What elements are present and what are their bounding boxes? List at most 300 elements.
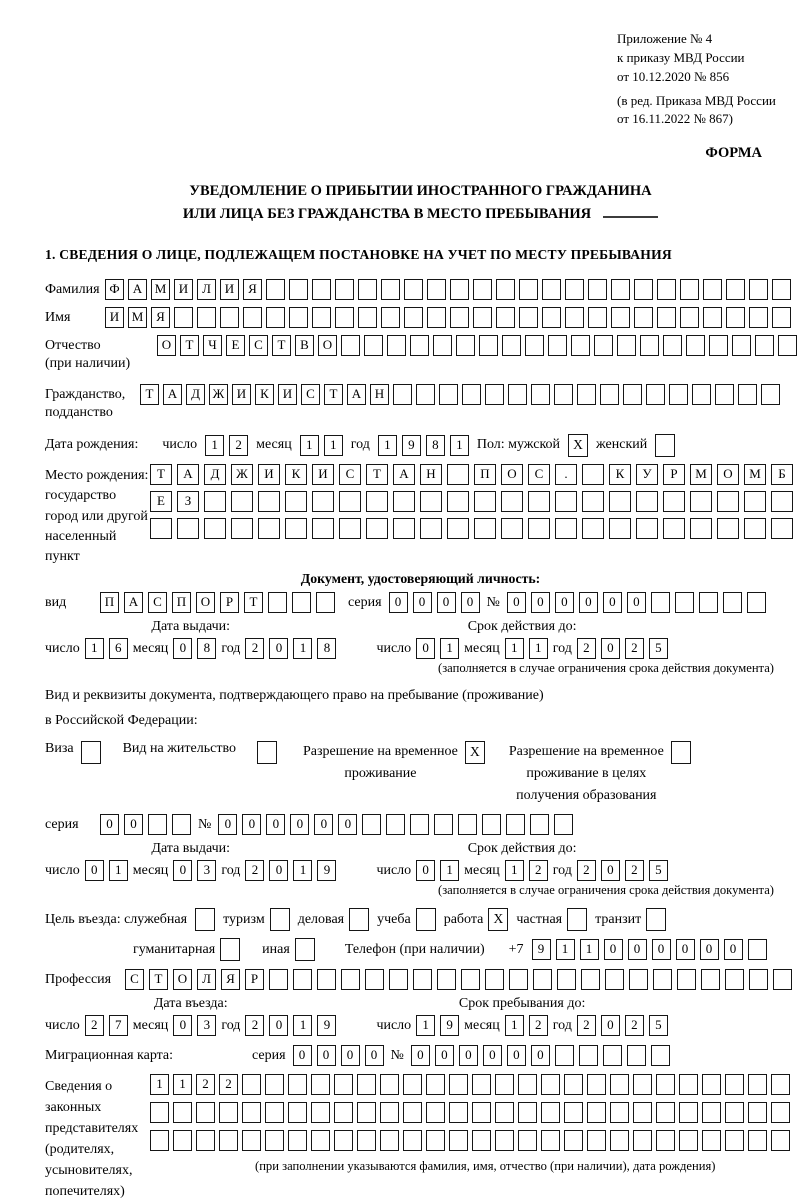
form-cell[interactable] bbox=[738, 384, 757, 405]
form-cell[interactable] bbox=[690, 491, 712, 512]
form-cell[interactable]: 1 bbox=[556, 939, 575, 960]
form-cell[interactable] bbox=[502, 335, 521, 356]
form-cell[interactable] bbox=[450, 279, 469, 300]
form-cell[interactable]: 0 bbox=[603, 592, 622, 613]
form-cell[interactable] bbox=[565, 307, 584, 328]
female-checkbox[interactable] bbox=[655, 434, 675, 457]
form-cell[interactable]: 0 bbox=[365, 1045, 384, 1066]
form-cell[interactable] bbox=[231, 518, 253, 539]
form-cell[interactable] bbox=[582, 518, 604, 539]
form-cell[interactable]: 0 bbox=[459, 1045, 478, 1066]
form-cell[interactable] bbox=[204, 518, 226, 539]
purpose-private-checkbox[interactable] bbox=[567, 908, 587, 931]
form-cell[interactable]: 5 bbox=[649, 638, 668, 659]
form-cell[interactable] bbox=[634, 307, 653, 328]
form-cell[interactable]: 9 bbox=[402, 435, 421, 456]
form-cell[interactable] bbox=[334, 1130, 353, 1151]
form-cell[interactable] bbox=[542, 307, 561, 328]
form-cell[interactable] bbox=[289, 307, 308, 328]
form-cell[interactable] bbox=[587, 1102, 606, 1123]
form-cell[interactable]: 5 bbox=[649, 1015, 668, 1036]
form-cell[interactable] bbox=[285, 491, 307, 512]
form-cell[interactable] bbox=[447, 464, 469, 485]
form-cell[interactable]: 0 bbox=[700, 939, 719, 960]
form-cell[interactable]: А bbox=[177, 464, 199, 485]
form-cell[interactable] bbox=[533, 969, 552, 990]
form-cell[interactable]: Ж bbox=[231, 464, 253, 485]
form-cell[interactable] bbox=[748, 1102, 767, 1123]
form-cell[interactable] bbox=[554, 814, 573, 835]
form-cell[interactable] bbox=[656, 1074, 675, 1095]
form-cell[interactable] bbox=[669, 384, 688, 405]
form-cell[interactable] bbox=[148, 814, 167, 835]
form-cell[interactable] bbox=[709, 335, 728, 356]
form-cell[interactable] bbox=[749, 279, 768, 300]
form-cell[interactable]: И bbox=[174, 279, 193, 300]
form-cell[interactable]: П bbox=[474, 464, 496, 485]
form-cell[interactable] bbox=[747, 592, 766, 613]
form-cell[interactable] bbox=[403, 1102, 422, 1123]
form-cell[interactable]: 0 bbox=[266, 814, 285, 835]
form-cell[interactable] bbox=[640, 335, 659, 356]
form-cell[interactable] bbox=[437, 969, 456, 990]
form-cell[interactable] bbox=[656, 1130, 675, 1151]
form-cell[interactable]: К bbox=[255, 384, 274, 405]
form-cell[interactable] bbox=[702, 1074, 721, 1095]
form-cell[interactable]: 0 bbox=[411, 1045, 430, 1066]
form-cell[interactable]: Б bbox=[771, 464, 793, 485]
form-cell[interactable] bbox=[579, 1045, 598, 1066]
form-cell[interactable]: 2 bbox=[245, 638, 264, 659]
form-cell[interactable]: Д bbox=[204, 464, 226, 485]
form-cell[interactable]: 0 bbox=[413, 592, 432, 613]
form-cell[interactable]: И bbox=[232, 384, 251, 405]
form-cell[interactable]: 0 bbox=[416, 860, 435, 881]
form-cell[interactable] bbox=[623, 384, 642, 405]
form-cell[interactable] bbox=[610, 1102, 629, 1123]
purpose-other-checkbox[interactable] bbox=[295, 938, 315, 961]
form-cell[interactable] bbox=[456, 335, 475, 356]
form-cell[interactable]: 0 bbox=[579, 592, 598, 613]
form-cell[interactable]: А bbox=[347, 384, 366, 405]
form-cell[interactable] bbox=[288, 1102, 307, 1123]
form-cell[interactable]: Е bbox=[226, 335, 245, 356]
form-cell[interactable] bbox=[258, 518, 280, 539]
form-cell[interactable]: Т bbox=[324, 384, 343, 405]
form-cell[interactable]: 1 bbox=[205, 435, 224, 456]
form-cell[interactable]: 1 bbox=[529, 638, 548, 659]
form-cell[interactable]: 2 bbox=[529, 860, 548, 881]
form-cell[interactable] bbox=[531, 384, 550, 405]
form-cell[interactable]: 0 bbox=[604, 939, 623, 960]
form-cell[interactable] bbox=[675, 592, 694, 613]
form-cell[interactable] bbox=[633, 1074, 652, 1095]
form-cell[interactable]: 0 bbox=[601, 638, 620, 659]
form-cell[interactable] bbox=[335, 279, 354, 300]
form-cell[interactable]: Д bbox=[186, 384, 205, 405]
form-cell[interactable] bbox=[646, 384, 665, 405]
form-cell[interactable]: 0 bbox=[317, 1045, 336, 1066]
form-cell[interactable] bbox=[312, 279, 331, 300]
form-cell[interactable]: 2 bbox=[245, 1015, 264, 1036]
form-cell[interactable] bbox=[293, 969, 312, 990]
form-cell[interactable]: 9 bbox=[317, 1015, 336, 1036]
form-cell[interactable] bbox=[518, 1130, 537, 1151]
form-cell[interactable]: 0 bbox=[173, 860, 192, 881]
form-cell[interactable]: 1 bbox=[505, 638, 524, 659]
form-cell[interactable]: 0 bbox=[627, 592, 646, 613]
form-cell[interactable]: 0 bbox=[601, 860, 620, 881]
form-cell[interactable] bbox=[474, 518, 496, 539]
form-cell[interactable] bbox=[617, 335, 636, 356]
form-cell[interactable] bbox=[548, 335, 567, 356]
form-cell[interactable]: О bbox=[501, 464, 523, 485]
form-cell[interactable] bbox=[311, 1102, 330, 1123]
purpose-transit-checkbox[interactable] bbox=[646, 908, 666, 931]
form-cell[interactable]: Р bbox=[220, 592, 239, 613]
form-cell[interactable] bbox=[519, 307, 538, 328]
form-cell[interactable] bbox=[611, 307, 630, 328]
form-cell[interactable]: М bbox=[690, 464, 712, 485]
form-cell[interactable] bbox=[702, 1130, 721, 1151]
form-cell[interactable] bbox=[702, 1102, 721, 1123]
form-cell[interactable]: 0 bbox=[507, 1045, 526, 1066]
form-cell[interactable] bbox=[518, 1074, 537, 1095]
form-cell[interactable] bbox=[219, 1130, 238, 1151]
form-cell[interactable] bbox=[528, 491, 550, 512]
form-cell[interactable] bbox=[472, 1074, 491, 1095]
form-cell[interactable]: С bbox=[301, 384, 320, 405]
form-cell[interactable] bbox=[772, 307, 791, 328]
form-cell[interactable]: 2 bbox=[577, 638, 596, 659]
form-cell[interactable] bbox=[433, 335, 452, 356]
form-cell[interactable] bbox=[629, 969, 648, 990]
form-cell[interactable]: А bbox=[393, 464, 415, 485]
form-cell[interactable] bbox=[663, 335, 682, 356]
form-cell[interactable] bbox=[726, 279, 745, 300]
form-cell[interactable] bbox=[196, 1102, 215, 1123]
form-cell[interactable] bbox=[555, 518, 577, 539]
form-cell[interactable] bbox=[725, 1074, 744, 1095]
form-cell[interactable] bbox=[703, 307, 722, 328]
form-cell[interactable] bbox=[771, 1102, 790, 1123]
form-cell[interactable]: Ч bbox=[203, 335, 222, 356]
form-cell[interactable]: Т bbox=[149, 969, 168, 990]
form-cell[interactable]: 0 bbox=[338, 814, 357, 835]
form-cell[interactable] bbox=[651, 592, 670, 613]
form-cell[interactable]: 7 bbox=[109, 1015, 128, 1036]
form-cell[interactable] bbox=[771, 1130, 790, 1151]
form-cell[interactable] bbox=[366, 518, 388, 539]
form-cell[interactable]: 0 bbox=[173, 1015, 192, 1036]
form-cell[interactable]: 1 bbox=[324, 435, 343, 456]
form-cell[interactable] bbox=[600, 384, 619, 405]
form-cell[interactable]: 2 bbox=[196, 1074, 215, 1095]
form-cell[interactable] bbox=[482, 814, 501, 835]
form-cell[interactable] bbox=[726, 307, 745, 328]
form-cell[interactable]: У bbox=[636, 464, 658, 485]
form-cell[interactable]: А bbox=[128, 279, 147, 300]
form-cell[interactable]: С bbox=[339, 464, 361, 485]
form-cell[interactable] bbox=[474, 491, 496, 512]
form-cell[interactable] bbox=[386, 814, 405, 835]
form-cell[interactable] bbox=[380, 1074, 399, 1095]
form-cell[interactable] bbox=[725, 1102, 744, 1123]
form-cell[interactable]: П bbox=[100, 592, 119, 613]
form-cell[interactable] bbox=[633, 1102, 652, 1123]
form-cell[interactable] bbox=[679, 1130, 698, 1151]
form-cell[interactable] bbox=[410, 814, 429, 835]
form-cell[interactable] bbox=[605, 969, 624, 990]
form-cell[interactable] bbox=[172, 814, 191, 835]
form-cell[interactable] bbox=[312, 491, 334, 512]
form-cell[interactable] bbox=[266, 307, 285, 328]
form-cell[interactable] bbox=[571, 335, 590, 356]
form-cell[interactable] bbox=[479, 335, 498, 356]
form-cell[interactable]: О bbox=[173, 969, 192, 990]
form-cell[interactable]: 0 bbox=[389, 592, 408, 613]
form-cell[interactable]: 0 bbox=[314, 814, 333, 835]
form-cell[interactable] bbox=[387, 335, 406, 356]
form-cell[interactable]: Т bbox=[140, 384, 159, 405]
form-cell[interactable] bbox=[609, 518, 631, 539]
form-cell[interactable]: Т bbox=[272, 335, 291, 356]
form-cell[interactable]: С bbox=[249, 335, 268, 356]
form-cell[interactable] bbox=[725, 969, 744, 990]
form-cell[interactable] bbox=[554, 384, 573, 405]
form-cell[interactable]: 2 bbox=[625, 1015, 644, 1036]
form-cell[interactable] bbox=[449, 1074, 468, 1095]
form-cell[interactable]: 2 bbox=[529, 1015, 548, 1036]
form-cell[interactable] bbox=[413, 969, 432, 990]
form-cell[interactable] bbox=[663, 491, 685, 512]
form-cell[interactable] bbox=[657, 279, 676, 300]
form-cell[interactable] bbox=[690, 518, 712, 539]
form-cell[interactable] bbox=[364, 335, 383, 356]
form-cell[interactable] bbox=[506, 814, 525, 835]
form-cell[interactable] bbox=[717, 518, 739, 539]
form-cell[interactable] bbox=[393, 384, 412, 405]
form-cell[interactable]: 0 bbox=[531, 1045, 550, 1066]
form-cell[interactable]: С bbox=[528, 464, 550, 485]
form-cell[interactable] bbox=[610, 1074, 629, 1095]
form-cell[interactable]: Я bbox=[243, 279, 262, 300]
edu-permit-checkbox[interactable] bbox=[671, 741, 691, 764]
form-cell[interactable]: 1 bbox=[293, 638, 312, 659]
form-cell[interactable] bbox=[196, 1130, 215, 1151]
form-cell[interactable] bbox=[316, 592, 335, 613]
form-cell[interactable]: 0 bbox=[341, 1045, 360, 1066]
form-cell[interactable]: Л bbox=[197, 969, 216, 990]
form-cell[interactable] bbox=[389, 969, 408, 990]
form-cell[interactable] bbox=[420, 518, 442, 539]
form-cell[interactable]: 2 bbox=[219, 1074, 238, 1095]
form-cell[interactable] bbox=[541, 1074, 560, 1095]
form-cell[interactable] bbox=[265, 1102, 284, 1123]
form-cell[interactable]: И bbox=[312, 464, 334, 485]
form-cell[interactable] bbox=[610, 1130, 629, 1151]
form-cell[interactable] bbox=[204, 491, 226, 512]
form-cell[interactable] bbox=[458, 814, 477, 835]
form-cell[interactable]: Ф bbox=[105, 279, 124, 300]
form-cell[interactable] bbox=[587, 1074, 606, 1095]
temp-permit-checkbox[interactable]: X bbox=[465, 741, 485, 764]
form-cell[interactable] bbox=[518, 1102, 537, 1123]
form-cell[interactable] bbox=[461, 969, 480, 990]
form-cell[interactable] bbox=[334, 1074, 353, 1095]
form-cell[interactable] bbox=[265, 1074, 284, 1095]
form-cell[interactable] bbox=[761, 384, 780, 405]
form-cell[interactable] bbox=[393, 491, 415, 512]
form-cell[interactable] bbox=[177, 518, 199, 539]
form-cell[interactable]: 9 bbox=[440, 1015, 459, 1036]
form-cell[interactable] bbox=[564, 1130, 583, 1151]
form-cell[interactable]: Ж bbox=[209, 384, 228, 405]
form-cell[interactable] bbox=[611, 279, 630, 300]
form-cell[interactable]: О bbox=[157, 335, 176, 356]
form-cell[interactable]: А bbox=[163, 384, 182, 405]
form-cell[interactable] bbox=[496, 307, 515, 328]
form-cell[interactable]: 1 bbox=[440, 638, 459, 659]
form-cell[interactable] bbox=[403, 1074, 422, 1095]
form-cell[interactable]: 0 bbox=[293, 1045, 312, 1066]
form-cell[interactable]: 1 bbox=[416, 1015, 435, 1036]
form-cell[interactable] bbox=[242, 1102, 261, 1123]
form-cell[interactable]: 0 bbox=[290, 814, 309, 835]
residence-permit-checkbox[interactable] bbox=[257, 741, 277, 764]
form-cell[interactable] bbox=[362, 814, 381, 835]
form-cell[interactable]: Т bbox=[366, 464, 388, 485]
purpose-work-checkbox[interactable]: X bbox=[488, 908, 508, 931]
form-cell[interactable] bbox=[755, 335, 774, 356]
form-cell[interactable] bbox=[495, 1074, 514, 1095]
form-cell[interactable] bbox=[679, 1074, 698, 1095]
form-cell[interactable]: Т bbox=[244, 592, 263, 613]
form-cell[interactable] bbox=[509, 969, 528, 990]
form-cell[interactable]: 8 bbox=[317, 638, 336, 659]
form-cell[interactable] bbox=[434, 814, 453, 835]
form-cell[interactable]: 0 bbox=[269, 638, 288, 659]
form-cell[interactable] bbox=[528, 518, 550, 539]
form-cell[interactable] bbox=[473, 307, 492, 328]
form-cell[interactable] bbox=[679, 1102, 698, 1123]
form-cell[interactable]: 1 bbox=[450, 435, 469, 456]
form-cell[interactable]: С bbox=[125, 969, 144, 990]
form-cell[interactable] bbox=[404, 279, 423, 300]
purpose-commercial-checkbox[interactable] bbox=[349, 908, 369, 931]
form-cell[interactable] bbox=[634, 279, 653, 300]
form-cell[interactable] bbox=[243, 307, 262, 328]
form-cell[interactable]: 0 bbox=[507, 592, 526, 613]
form-cell[interactable] bbox=[530, 814, 549, 835]
form-cell[interactable]: Р bbox=[663, 464, 685, 485]
form-cell[interactable] bbox=[519, 279, 538, 300]
form-cell[interactable] bbox=[197, 307, 216, 328]
form-cell[interactable] bbox=[748, 939, 767, 960]
form-cell[interactable] bbox=[703, 279, 722, 300]
form-cell[interactable] bbox=[150, 1102, 169, 1123]
form-cell[interactable]: И bbox=[105, 307, 124, 328]
form-cell[interactable] bbox=[393, 518, 415, 539]
form-cell[interactable] bbox=[692, 384, 711, 405]
form-cell[interactable]: Л bbox=[197, 279, 216, 300]
form-cell[interactable] bbox=[732, 335, 751, 356]
form-cell[interactable]: П bbox=[172, 592, 191, 613]
form-cell[interactable]: 0 bbox=[724, 939, 743, 960]
form-cell[interactable] bbox=[416, 384, 435, 405]
form-cell[interactable] bbox=[381, 279, 400, 300]
form-cell[interactable] bbox=[312, 518, 334, 539]
form-cell[interactable] bbox=[636, 491, 658, 512]
form-cell[interactable] bbox=[219, 1102, 238, 1123]
form-cell[interactable] bbox=[541, 1130, 560, 1151]
form-cell[interactable]: 1 bbox=[293, 1015, 312, 1036]
form-cell[interactable]: И bbox=[220, 279, 239, 300]
form-cell[interactable] bbox=[447, 518, 469, 539]
form-cell[interactable]: 0 bbox=[435, 1045, 454, 1066]
form-cell[interactable] bbox=[715, 384, 734, 405]
purpose-business-checkbox[interactable] bbox=[195, 908, 215, 931]
form-cell[interactable]: 1 bbox=[378, 435, 397, 456]
form-cell[interactable]: М bbox=[744, 464, 766, 485]
form-cell[interactable] bbox=[501, 491, 523, 512]
form-cell[interactable]: Т bbox=[150, 464, 172, 485]
form-cell[interactable] bbox=[723, 592, 742, 613]
form-cell[interactable]: 0 bbox=[100, 814, 119, 835]
form-cell[interactable]: 0 bbox=[601, 1015, 620, 1036]
form-cell[interactable] bbox=[581, 969, 600, 990]
form-cell[interactable]: О bbox=[717, 464, 739, 485]
purpose-humanitarian-checkbox[interactable] bbox=[220, 938, 240, 961]
form-cell[interactable]: К bbox=[609, 464, 631, 485]
form-cell[interactable]: 0 bbox=[218, 814, 237, 835]
form-cell[interactable] bbox=[496, 279, 515, 300]
form-cell[interactable] bbox=[663, 518, 685, 539]
form-cell[interactable] bbox=[242, 1074, 261, 1095]
form-cell[interactable] bbox=[748, 1074, 767, 1095]
form-cell[interactable] bbox=[150, 1130, 169, 1151]
form-cell[interactable] bbox=[288, 1074, 307, 1095]
form-cell[interactable] bbox=[173, 1102, 192, 1123]
form-cell[interactable] bbox=[365, 969, 384, 990]
form-cell[interactable] bbox=[677, 969, 696, 990]
form-cell[interactable]: 0 bbox=[269, 860, 288, 881]
form-cell[interactable] bbox=[582, 464, 604, 485]
form-cell[interactable] bbox=[651, 1045, 670, 1066]
form-cell[interactable] bbox=[339, 491, 361, 512]
form-cell[interactable] bbox=[404, 307, 423, 328]
form-cell[interactable] bbox=[285, 518, 307, 539]
form-cell[interactable] bbox=[358, 307, 377, 328]
form-cell[interactable] bbox=[357, 1130, 376, 1151]
form-cell[interactable]: 1 bbox=[505, 860, 524, 881]
form-cell[interactable] bbox=[657, 307, 676, 328]
form-cell[interactable]: М bbox=[151, 279, 170, 300]
form-cell[interactable] bbox=[357, 1102, 376, 1123]
form-cell[interactable] bbox=[485, 384, 504, 405]
form-cell[interactable] bbox=[771, 1074, 790, 1095]
form-cell[interactable] bbox=[449, 1102, 468, 1123]
form-cell[interactable] bbox=[472, 1102, 491, 1123]
form-cell[interactable]: 1 bbox=[150, 1074, 169, 1095]
form-cell[interactable] bbox=[771, 518, 793, 539]
form-cell[interactable] bbox=[773, 969, 792, 990]
form-cell[interactable]: 0 bbox=[628, 939, 647, 960]
form-cell[interactable]: Н bbox=[420, 464, 442, 485]
form-cell[interactable]: 2 bbox=[245, 860, 264, 881]
form-cell[interactable] bbox=[772, 279, 791, 300]
form-cell[interactable]: 0 bbox=[555, 592, 574, 613]
